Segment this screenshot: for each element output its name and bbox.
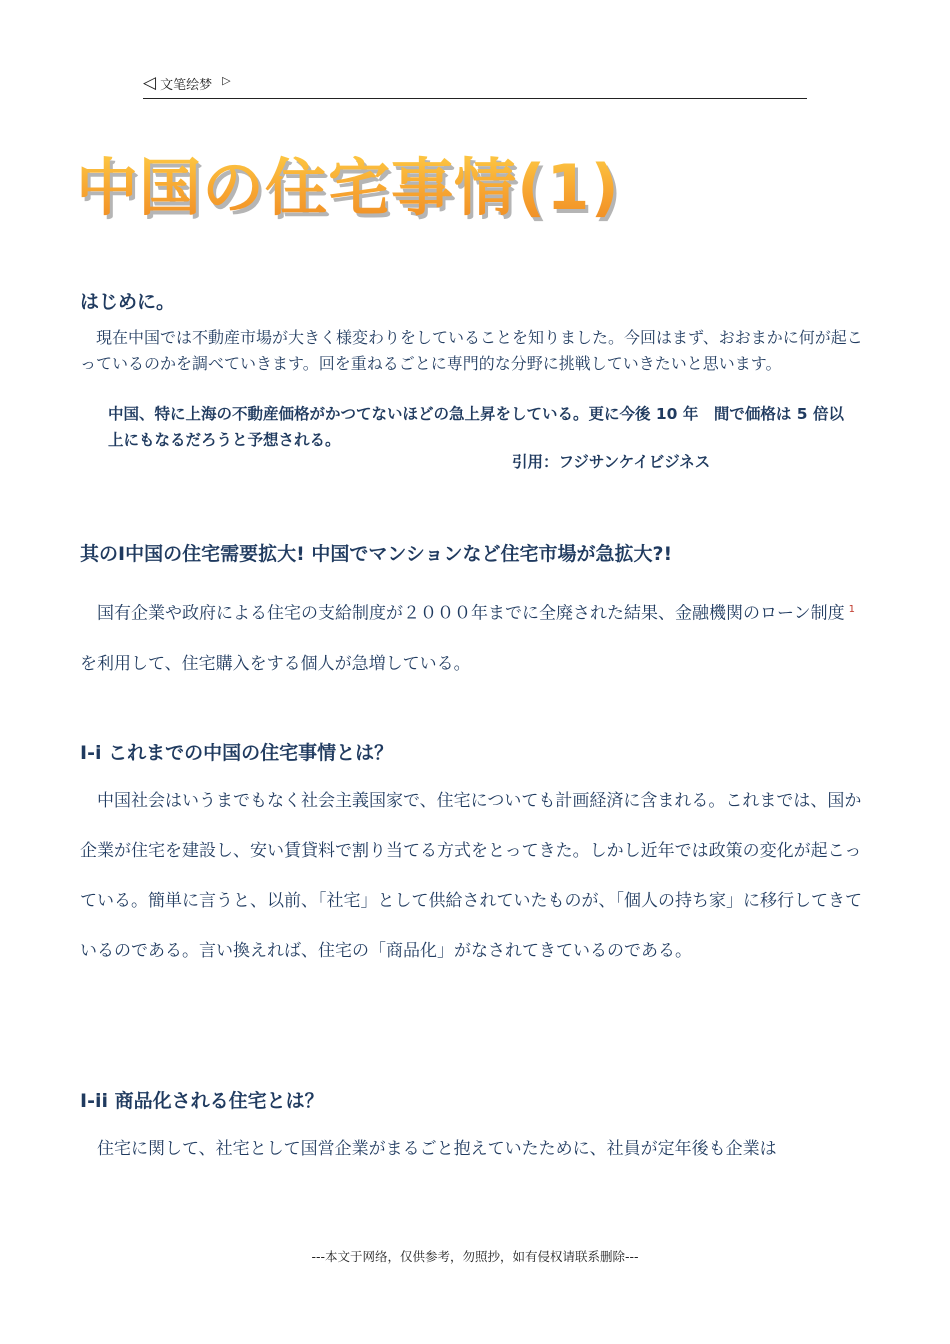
- section1-ii-heading: I-ii 商品化される住宅とは？: [80, 1090, 324, 1112]
- footnote-ref[interactable]: 1: [848, 604, 856, 615]
- triangle-left-icon: ◁: [143, 73, 157, 93]
- section1-body-text-cont: を利用して、住宅購入をする個人が急増している。: [80, 653, 471, 674]
- section1-body-text: 国有企業や政府による住宅の支給制度が２０００年までに全廃された結果、金融機関のローン制度: [80, 603, 845, 624]
- intro-quote: 中国、特に上海の不動産価格がかつてないほどの急上昇をしている。更に今後 10 年 間で価格は 5 倍以上にもなるだろうと予想される。: [108, 405, 844, 449]
- triangle-right-icon: ▷: [222, 74, 231, 87]
- document-title: 中国の住宅事情(1): [76, 138, 620, 227]
- quote-citation: 引用：フジサンケイビジネス: [512, 453, 711, 471]
- intro-body: 現在中国では不動産市場が大きく様変わりをしていることを知りました。今回はまず、おおまかに何が起こっているのかを調べていきます。回を重ねるごとに専門的な分野に挑戦していきたいと思います。: [80, 328, 863, 373]
- section1-heading: 其のⅠ中国の住宅需要拡大! 中国でマンションなど住宅市場が急拡大?!: [80, 543, 673, 565]
- section1-i-heading: I-i これまでの中国の住宅事情とは？: [80, 742, 394, 764]
- section1-i-body: 中国社会はいうまでもなく社会主義国家で、住宅についても計画経済に含まれる。これまでは、国か企業が住宅を建設し、安い賃貸料で割り当てる方式をとってきた。しかし近年では政策の変化が起こっている。簡単に言うと、以前、「社宅」として供給されていたものが、「個人の持ち家」に移行してきているのである。言い換えれば、住宅の「商品化」がなされてきているのである。: [80, 791, 862, 961]
- section1-body: [80, 585, 870, 689]
- header-brand-text: 文笔绘梦: [160, 78, 213, 93]
- header-brand: [143, 74, 231, 93]
- section1-ii-body: 住宅に関して、社宅として国営企業がまるごと抱えていたために、社員が定年後も企業は: [80, 1139, 777, 1159]
- page-footer: ---本文于网络，仅供参考，勿照抄，如有侵权请联系删除---: [311, 1249, 639, 1264]
- page-header: [143, 72, 807, 99]
- intro-heading: はじめに。: [80, 291, 176, 313]
